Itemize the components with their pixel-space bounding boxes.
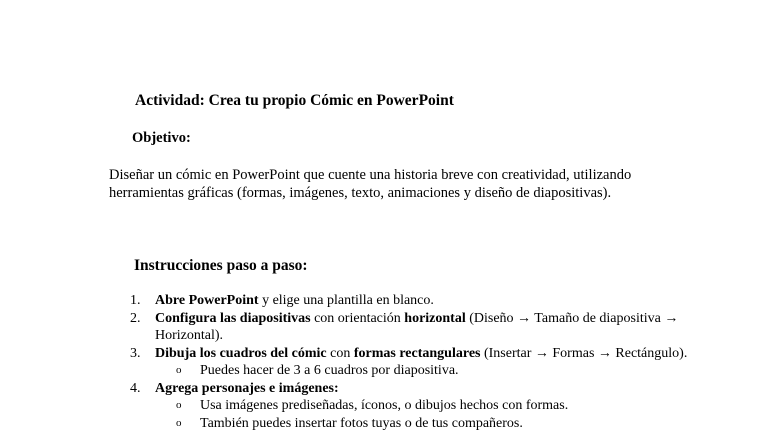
sub-bullet: o [176,399,182,411]
step-text: con [326,345,354,361]
step-4 [130,380,690,398]
step-text: (Insertar → Formas → Rectángulo). [480,345,688,361]
step-number: 4. [130,380,141,396]
sub-item-text: Puedes hacer de 3 a 6 cuadros por diapositiva. [200,363,459,378]
instructions-heading: Instrucciones paso a paso: [134,257,308,274]
step-number: 2. [130,310,141,326]
step-number: 1. [130,293,141,308]
objective-text: Diseñar un cómic en PowerPoint que cuente una historia breve con creatividad, utilizando herramientas gráficas (formas, imágenes, texto, animaciones y diseño de diapositivas). [109,167,632,201]
sub-list-item [130,362,690,380]
objective-heading: Objetivo: [132,130,191,146]
sub-list-item [130,397,690,415]
step-bold-text: horizontal [404,310,466,326]
step-bold-text: Agrega personajes e imágenes: [155,380,339,396]
step-bold-text: Configura las diapositivas [155,310,311,326]
step-text: con orientación [310,310,405,326]
sub-bullet: o [176,364,182,376]
step-number: 3. [130,345,141,361]
step-1 [130,292,690,310]
step-text: y elige una plantilla en blanco. [258,293,434,308]
sub-item-text: Usa imágenes prediseñadas, íconos, o dibujos hechos con formas. [200,398,569,413]
step-3 [130,345,690,363]
step-text: (Diseño → Tamaño de diapositiva → Horizontal). [155,310,679,343]
sub-bullet: o [176,416,182,429]
step-bold-text: formas rectangulares [353,345,481,361]
step-bold-text: Abre PowerPoint [155,293,259,308]
sub-list-item [130,415,690,433]
document-title: Actividad: Crea tu propio Cómic en PowerPoint [135,92,454,109]
steps-list [130,292,690,432]
step-2 [130,310,690,345]
step-bold-text: Dibuja los cuadros del cómic [155,345,327,361]
sub-item-text: También puedes insertar fotos tuyas o de tus compañeros. [200,415,523,431]
